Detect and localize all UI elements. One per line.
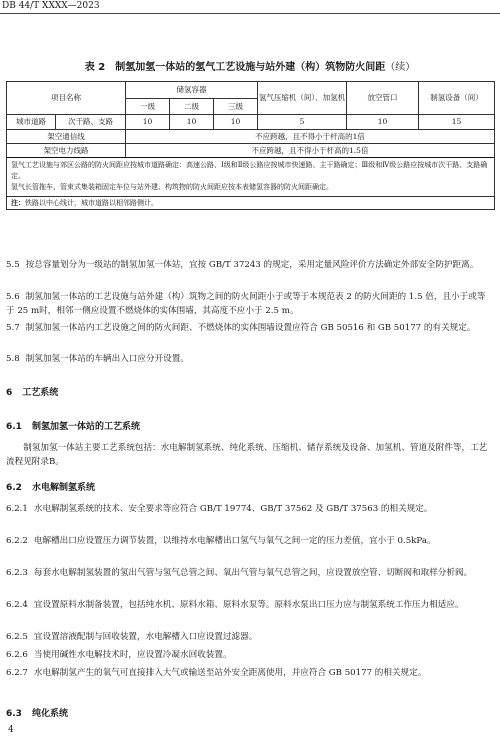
table-number: 表 2: [84, 62, 106, 73]
section-number: 6.1: [6, 422, 22, 432]
header-compressor: 氢气压缩机（间）、加氢机: [258, 82, 347, 115]
clause-number: 6.2.5: [6, 632, 28, 642]
table-note-2: 氢气长管拖车、管束式集装箱固定车位与站外建、构筑物的防火间距应按本表储氢容器的防火间距确定。: [11, 183, 333, 192]
clause-5-6: [6, 290, 494, 318]
section-title: 工艺系统: [22, 388, 59, 398]
clause-text: 当使用碱性水电解技术时，应设置冷凝水回收装置。: [33, 650, 232, 660]
table-continued: （续）: [385, 62, 416, 73]
header-item-name: 项目名称: [7, 82, 126, 115]
clause-6-2-1: [6, 502, 494, 516]
clause-6-2-6: [6, 648, 494, 662]
clause-text: 宜设置溶液配制与回收装置，水电解槽入口应设置过滤器。: [33, 632, 258, 642]
clause-text: 水电解制氢产生的氧气可直接排入大气或输送至站外安全距离使用，并应符合 GB 50177 的相关规定。: [33, 668, 427, 678]
section-6-1-body: 制氢加氢一体站主要工艺系统包括：水电解制氢系统、纯化系统、压缩机、储存系统及设备、加氢机、管道及附件等，工艺流程见附录B。: [6, 443, 488, 467]
table-note-1: 氢气工艺设施与郊区公路的防火间距应按城市道路确定：高速公路、Ⅰ级和Ⅱ级公路应按城市快速路、主干路确定；Ⅲ级和Ⅳ级公路应按城市次干路、支路确定。: [11, 161, 488, 181]
table-title: [0, 58, 500, 73]
section-number: 6.3: [6, 709, 22, 719]
clause-text: 制氢加氢一体站内工艺设施之间的防火间距、不燃烧体的实体围墙设置应符合 GB 50516 和 GB 50177 的有关规定。: [25, 323, 476, 333]
clause-number: 6.2.7: [6, 668, 28, 678]
clause-text: 宜设置原料水制备装置，包括纯水机、原料水箱、原料水泵等。原料水泵出口压力应与制氢系统工作压力相适应。: [33, 600, 464, 610]
table-footnote: [7, 196, 495, 210]
clause-number: 6.2.4: [6, 600, 28, 610]
clause-text: 制氢加氢一体站的车辆出入口应分开设置。: [25, 354, 189, 364]
header-equipment: 制氢设备（间）: [419, 82, 495, 115]
header-rule: [0, 13, 500, 14]
clause-6-2-4: [6, 598, 494, 612]
cell-compressor: 5: [258, 115, 347, 130]
clause-6-2-5: [6, 630, 494, 644]
table-notes: [7, 158, 495, 197]
clause-text: 水电解制氢系统的技术、安全要求等应符合 GB/T 19774、GB/T 37562 及 GB/T 37563 的相关规定。: [33, 504, 433, 514]
section-number: 6: [6, 388, 13, 398]
cell-level1: 10: [126, 115, 170, 130]
header-level3: 三级: [214, 99, 258, 115]
clause-number: 6.2.6: [6, 650, 28, 660]
page-number: 4: [8, 725, 14, 735]
clause-number: 5.7: [6, 323, 20, 333]
header-vent: 放空管口: [347, 82, 419, 115]
table-title-text: 制氢加氢一体站的氢气工艺设施与站外建（构）筑物防火间距: [115, 62, 386, 73]
note-label: 注：: [11, 197, 25, 207]
clause-text: 每套水电解制氢装置的氢出气管与氢气总管之间、氧出气管与氧气总管之间，应设置放空管、切断阀和取样分析阀。: [33, 568, 473, 578]
clause-number: 6.2.2: [6, 536, 28, 546]
clause-text: 电解槽出口应设置压力调节装置，以维持水电解槽出口氢气与氧气之间一定的压力差值，宜小于 0.5kPa。: [33, 536, 436, 546]
clause-5-7: [6, 321, 494, 335]
fire-distance-table: [6, 81, 495, 210]
cell-vent: 10: [347, 115, 419, 130]
cell-level3: 10: [214, 115, 258, 130]
section-6-2-heading: [6, 480, 95, 493]
note-text: 铁路以中心线计，城市道路以相邻路侧计。: [25, 198, 158, 207]
clause-text: 制氢加氢一体站的工艺设施与站外建（构）筑物之间的防火间距小于或等于本规范表 2 的防火间距的 1.5 倍，且小于或等于 25 m时，相邻一侧应设置不燃烧体的实体围墙，其高度不应小于 2.5 m。: [6, 292, 486, 316]
section-title: 制氢加氢一体站的工艺系统: [31, 422, 140, 432]
section-title: 水电解制氢系统: [31, 483, 95, 493]
cell-level2: 10: [170, 115, 214, 130]
row-category: 城市道路: [7, 115, 56, 130]
clause-number: 6.2.1: [6, 504, 28, 514]
header-level2: 二级: [170, 99, 214, 115]
section-6-heading: [6, 385, 58, 398]
overhead-comm-value: 不应跨越，且不得小于杆高的1倍: [126, 130, 495, 144]
clause-6-2-3: [6, 566, 494, 580]
document-code: DB 44/T XXXX—2023: [2, 1, 100, 11]
overhead-comm-label: 架空通信线: [7, 130, 126, 144]
clause-number: 6.2.3: [6, 568, 28, 578]
header-storage: 储氢容器: [126, 82, 258, 99]
section-title: 纯化系统: [31, 709, 68, 719]
section-number: 6.2: [6, 483, 22, 493]
row-subcategory: 次干路、支路: [56, 115, 126, 130]
clause-number: 5.8: [6, 354, 20, 364]
section-6-1-heading: [6, 419, 140, 432]
clause-text: 按总容量划分为一级站的制氢加氢一体站，宜按 GB/T 37243 的规定，采用定量风险评价方法确定外部安全防护距离。: [25, 260, 479, 270]
header-level1: 一级: [126, 99, 170, 115]
clause-6-2-7: [6, 666, 494, 680]
clause-5-5: [6, 258, 494, 272]
overhead-power-label: 架空电力线路: [7, 144, 126, 158]
clause-number: 5.6: [6, 292, 20, 302]
clause-6-2-2: [6, 534, 494, 548]
clause-number: 5.5: [6, 260, 20, 270]
clause-5-8: [6, 352, 494, 366]
cell-equipment: 15: [419, 115, 495, 130]
section-6-3-heading: [6, 706, 68, 719]
overhead-power-value: 不应跨越，且不得小于杆高的1.5倍: [126, 144, 495, 158]
